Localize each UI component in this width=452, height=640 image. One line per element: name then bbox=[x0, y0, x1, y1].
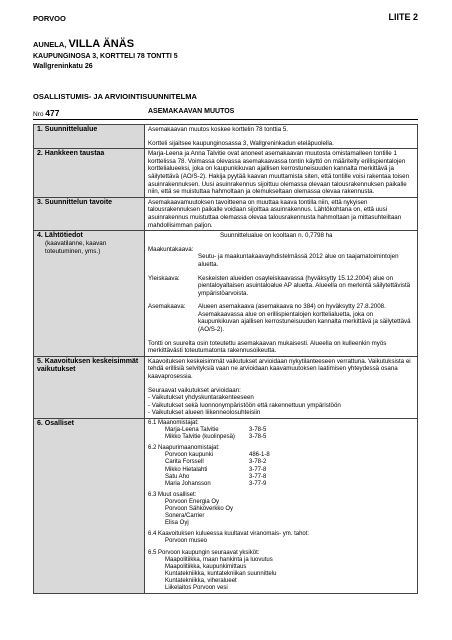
title-name: VILLA ÄNÄS bbox=[68, 38, 135, 50]
list-item bbox=[148, 481, 414, 488]
list-item: Kuntatekniikka, viheralueet bbox=[165, 577, 237, 584]
row-label: 1. Suunnittelualue bbox=[34, 125, 145, 149]
list-item bbox=[148, 467, 414, 474]
plan-table bbox=[33, 124, 418, 594]
list-item: Porvoon Energia Oy bbox=[165, 498, 220, 505]
row-content bbox=[145, 419, 418, 594]
list-item: Maapolitiikka, kaupunkimittaus bbox=[165, 563, 247, 570]
list-item: Liikelaitos Porvoon vesi bbox=[165, 584, 228, 591]
subsection-title: 6.1 Maanomistajat: bbox=[148, 420, 199, 426]
list-item: Maapolitiikka, maan hankinta ja luovutus bbox=[165, 556, 273, 563]
list-item bbox=[148, 452, 414, 459]
list-item: Porvoon Sähköverkko Oy bbox=[165, 506, 234, 513]
table-row bbox=[34, 419, 418, 594]
header-city: PORVOO bbox=[33, 14, 66, 23]
person-name: Marja-Leena Talvitie bbox=[165, 427, 219, 434]
table-row bbox=[34, 197, 418, 230]
row-text: Kortteli sijaitsee kaupunginosassa 3, Wallgreninkadun eteläpuolella. bbox=[148, 139, 334, 147]
nro-value: 477 bbox=[45, 108, 60, 118]
subsection-title: 6.5 Porvoon kaupungin seuraavat yksiköt: bbox=[148, 549, 260, 556]
nro-heading: ASEMAKAAVAN MUUTOS bbox=[148, 108, 235, 115]
maakunta-text: Seutu- ja maakuntakaavayhdistelmässä 2012 alue on taajamatoimintojen aluetta. bbox=[198, 253, 399, 268]
subsection-title: 6.2 Naapurimaanomistajat: bbox=[148, 445, 220, 452]
row-label-sub: (kaavatilanne, kaavan toteutuminen, yms.) bbox=[45, 240, 107, 255]
table-row bbox=[34, 356, 418, 418]
list-item bbox=[148, 434, 414, 441]
property-id: 3-77-8 bbox=[249, 473, 267, 480]
divider bbox=[33, 119, 418, 120]
row-content bbox=[145, 356, 418, 418]
property-id: 3-78-5 bbox=[249, 434, 267, 441]
row-content bbox=[145, 125, 418, 149]
header-appendix: LIITE 2 bbox=[388, 12, 418, 22]
row-content bbox=[145, 231, 418, 357]
status-text: Tontti on suurelta osin toteutettu asemakaavan mukaisesti. Alueella on kulleenkin myös merkittävästi toteutumatonta rakennusoikeutta. bbox=[148, 339, 387, 355]
property-id: 486-1-8 bbox=[249, 452, 270, 459]
row-label-title: 5. Kaavoituksen keskeisimmät vaikutukset bbox=[37, 357, 139, 373]
row-label: 6. Osalliset bbox=[34, 419, 145, 594]
yleis-entry bbox=[148, 275, 414, 298]
yleis-label: Yleiskaava: bbox=[148, 274, 180, 282]
table-row bbox=[34, 125, 418, 149]
person-name: Mikko Talvitie (kuolinpesä) bbox=[165, 434, 235, 441]
property-id: 3-78-5 bbox=[249, 427, 267, 434]
list-title: Seuraavat vaikutukset arvioidaan: bbox=[148, 386, 241, 394]
person-name: Carita Forssell bbox=[165, 459, 204, 466]
area-text: Suunnittelualue on kooltaan n. 0,7798 ha bbox=[220, 232, 333, 240]
asema-text: Alueen asemakaava (asemakaava no 384) on hyväksytty 27.8.2008. Asemakaavassa alue on erillispientalojen korttelialuetta, joka on kaupunkikuvan ajallisen kerrostuneisuuden kannalta merkittävä ja säilytettävä (AO/S-2). bbox=[198, 303, 411, 334]
table-row bbox=[34, 231, 418, 357]
person-name: Maria Johansson bbox=[165, 480, 211, 487]
property-id: 3-77-9 bbox=[249, 480, 267, 487]
person-name: Mikko Hietalahti bbox=[165, 466, 208, 473]
list-item: Porvoon museo bbox=[165, 538, 208, 545]
list-item: - Vaikutukset yhdyskuntarakenteeseen bbox=[148, 394, 254, 402]
plan-number bbox=[33, 108, 418, 118]
list-item: Sonera/Carrier bbox=[165, 513, 205, 520]
asema-label: Asemakaava: bbox=[148, 303, 186, 311]
list-item bbox=[148, 427, 414, 434]
yleis-text: Keskeisten alueiden osayleiskaavassa (hyväksytty 15.12.2004) alue on pientaloyaltaisen asuintaloalue AP aluetta. Alueella on merkintä säilytettävistä ympäristöarvoista. bbox=[198, 274, 411, 297]
row-label-title: 4. Lähtötiedot bbox=[37, 232, 83, 240]
row-text: Kaavoituksen keskeisimmät vaikutukset arvioidaan nykytilanteeseen verrattuna. Vaikutuksista ei tehdä erillisiä selvityksiä vaan ne arvioidaan kaavamuutoksen laatimisen yhteydessä osana kaavaprosessia. bbox=[148, 357, 411, 381]
row-label: 3. Suunnittelun tavoite bbox=[34, 197, 145, 230]
title-prefix: AUNELA, bbox=[33, 40, 67, 49]
subsection-title: 6.4 Kaavoituksen kulueessa kuultavat viranomais- ym. tahot: bbox=[148, 531, 310, 538]
list-item: Elisa Oyj bbox=[165, 520, 189, 527]
subsection-title: 6.3 Muut osalliset: bbox=[148, 491, 197, 498]
property-id: 3-77-8 bbox=[249, 466, 267, 473]
property-id: 3-78-2 bbox=[249, 459, 267, 466]
row-label bbox=[34, 356, 145, 418]
list-item bbox=[148, 474, 414, 481]
section-title: OSALLISTUMIS- JA ARVIOINTISUUNNITELMA bbox=[33, 92, 197, 101]
document-title bbox=[33, 39, 134, 50]
list-item: Kuntatekniikka, kuntatekniikan suunnittelu bbox=[165, 570, 277, 577]
row-text: Asemakaavan muutos koskee korttelin 78 tonttia 5. bbox=[148, 126, 288, 133]
title-line2: KAUPUNGINOSA 3, KORTTELI 78 TONTTI 5 bbox=[33, 53, 178, 60]
list-item bbox=[148, 459, 414, 466]
table-row bbox=[34, 149, 418, 198]
row-text: Marja-Leena ja Anna Talvitie ovat anoneet asemakaavan muutosta omistamalleen tontille 1 korttelissa 78. Voimassa olevassa asemakaavassa tontin käyttö on määritelty erillispientalojen korttelialueeksi, joka on kaupunkikuvan ajallisen kerrostuneisuuden kannalta merkittävä ja säilytettävä (AO/S-2). Hakija pyytää kaavan muuttamista siten, että tontille voisi rakentaa toisen asuinrakennuksen. Uusi asuinrakennus sijoittuu olemassa olevaan talousrakennuksen paikalle niin, että se muistuttaa hahmoltaan ja olemukseltaan olemassa olevaa rakennusta. bbox=[145, 149, 418, 198]
row-label: 2. Hankkeen taustaa bbox=[34, 149, 145, 198]
maakunta-label: Maakuntakaava: bbox=[148, 245, 194, 253]
title-line3: Wallgreninkatu 26 bbox=[33, 63, 93, 70]
list-item: - Vaikutukset alueen liikenneolosuhteisiin bbox=[148, 409, 261, 417]
person-name: Satu Aho bbox=[165, 473, 190, 480]
person-name: Porvoon kaupunki bbox=[165, 452, 214, 459]
row-label bbox=[34, 231, 145, 357]
list-item: - Vaikutukset sekä luonnonympäristöön että rakennettuun ympäristöön bbox=[148, 401, 341, 409]
row-text: Asemakaavamuutoksen tavoitteena on muuttaa kaava tontilla niin, että nykyisen talousrakennuksen paikalle voidaan sijoittaa asuinrakennus. Lähtökohtana on, että uusi asuinrakennus muistuttaa olemassa olevaa talousrakennusta hahmoltaan ja mittasuhteiltaan mahdollisimman paljon. bbox=[145, 197, 418, 230]
asema-entry bbox=[148, 303, 414, 333]
nro-label: Nro bbox=[33, 111, 44, 118]
